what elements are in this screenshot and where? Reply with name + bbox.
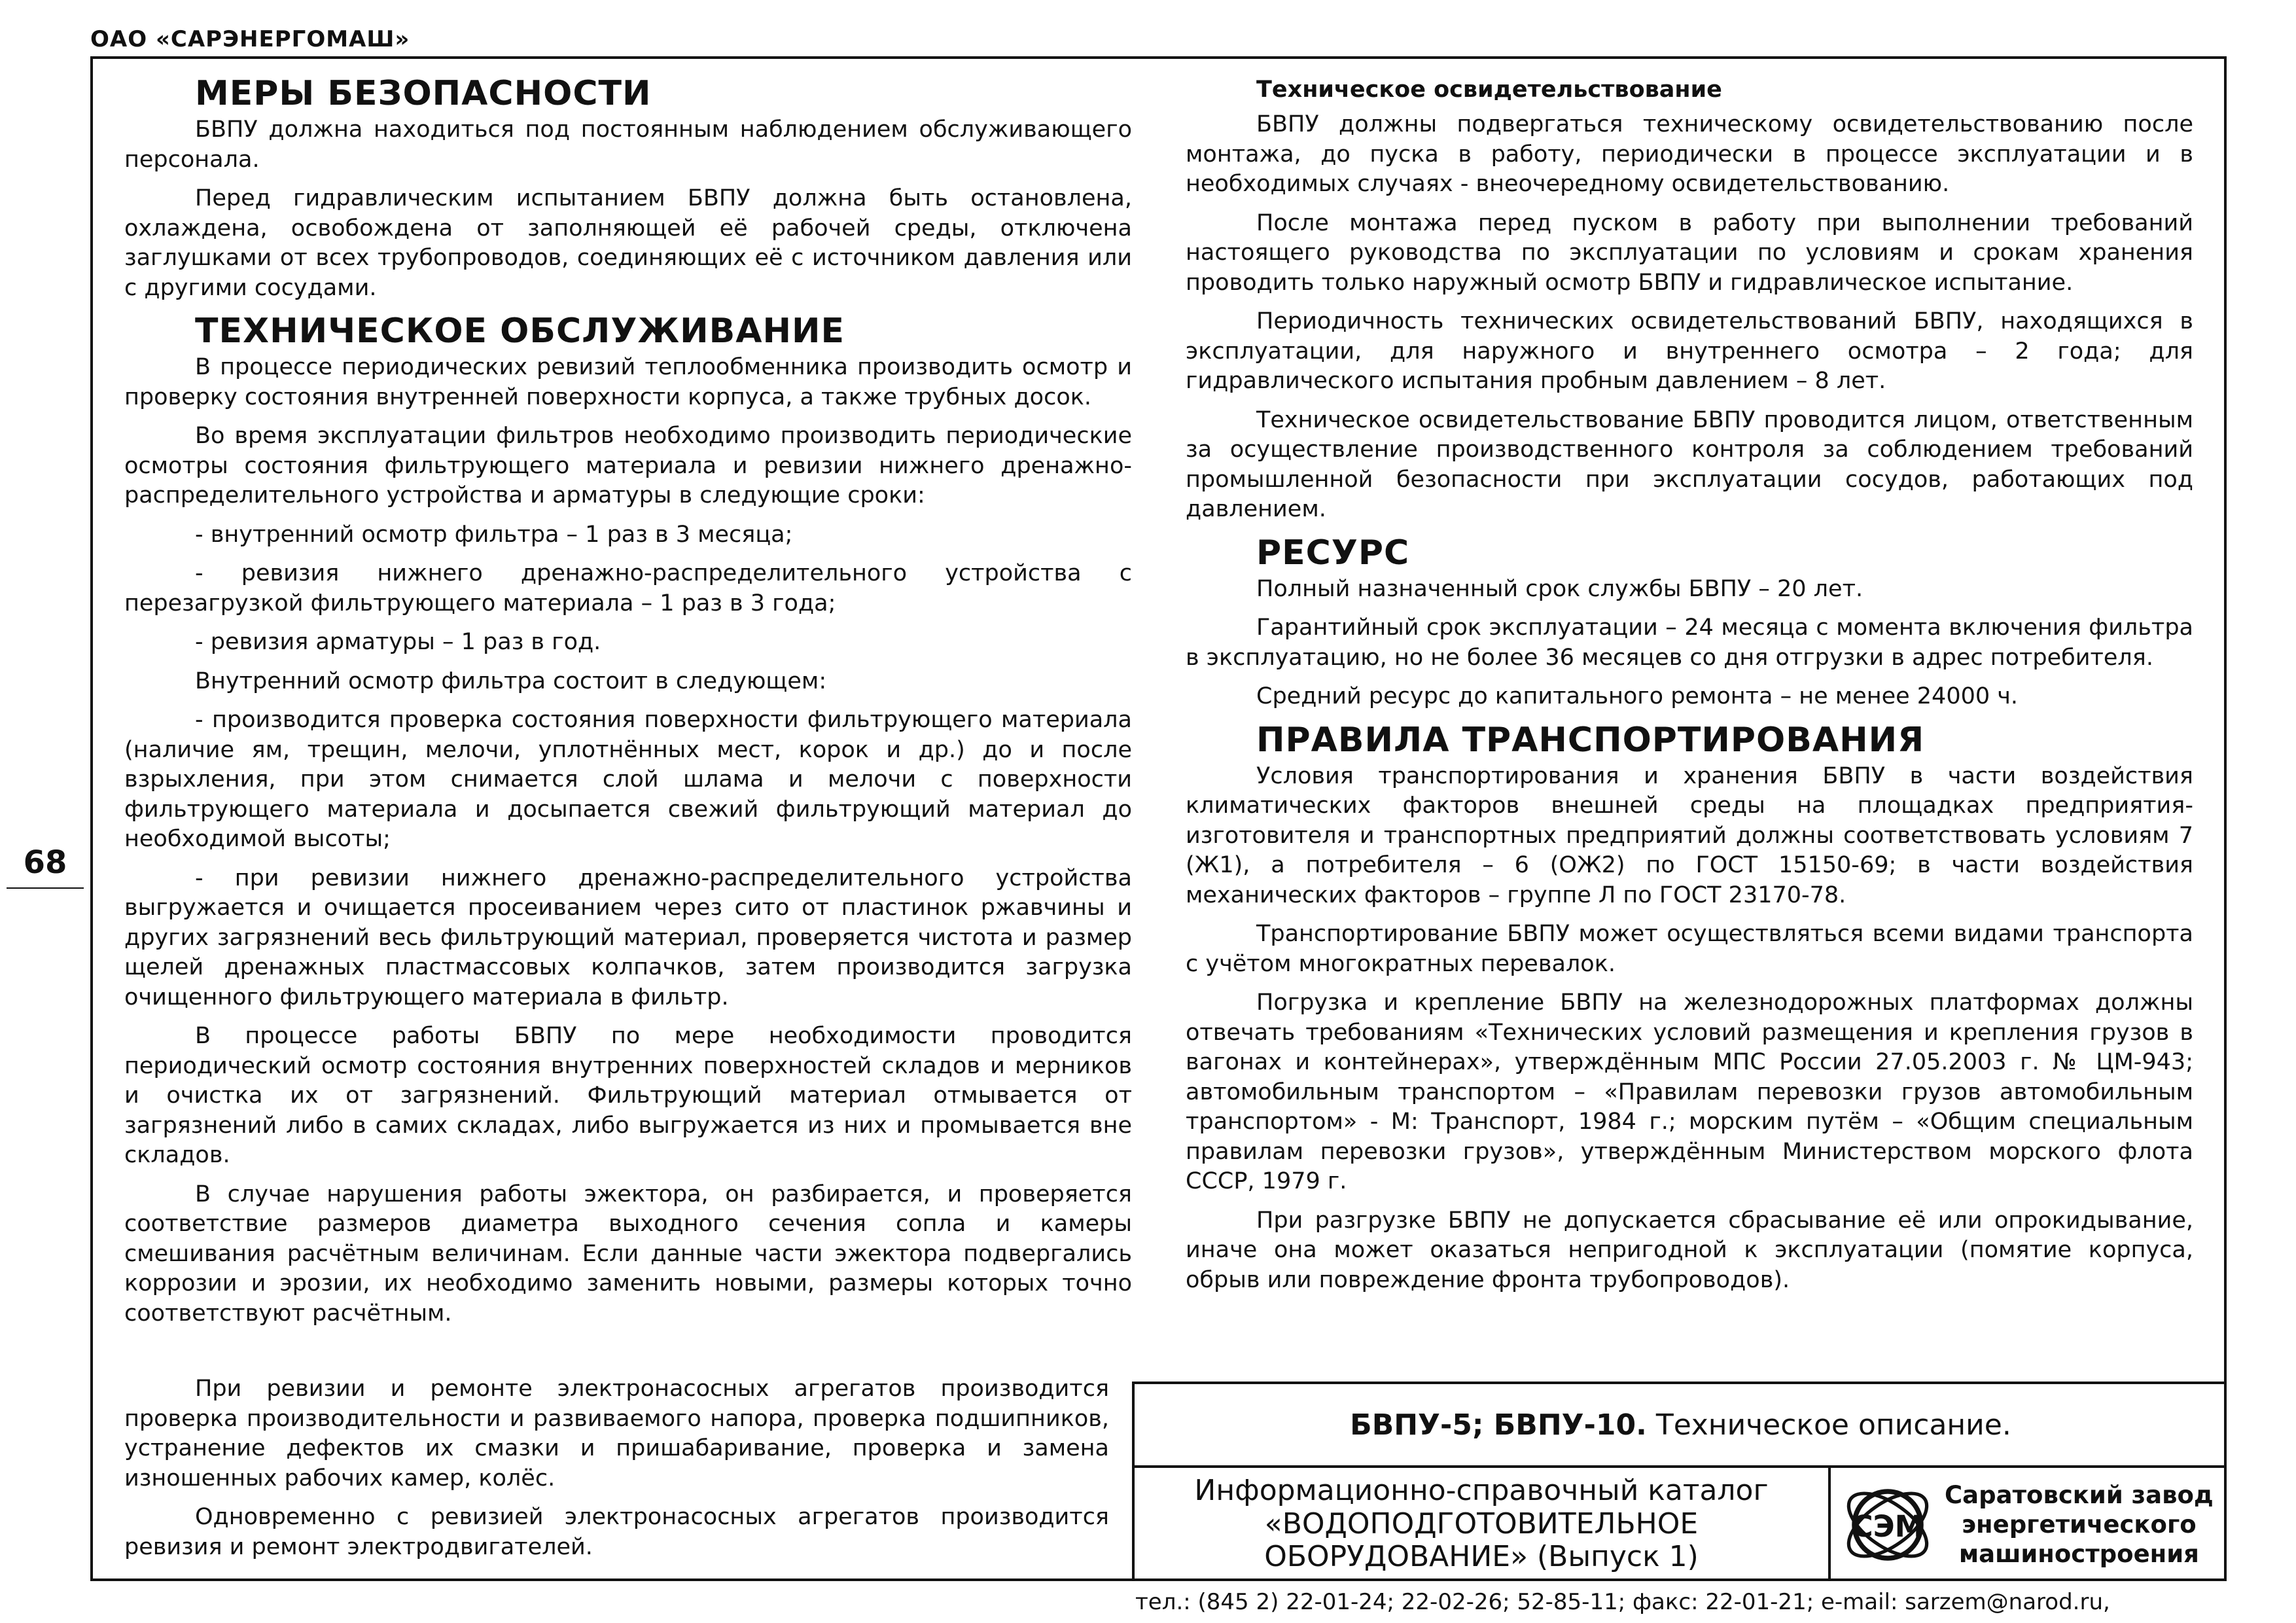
list-item: - производится проверка состояния поверхности фильтрующего материала (наличие ям, трещин, мелочи, уплотнённых мест, корок и др.) до и после взрыхления, при этом снимается слой шлама и мелочи с поверхности фильтрующего материала и досыпается свежий фильтрующий материал до необходимой высоты; xyxy=(124,707,1132,853)
left-column xyxy=(124,71,1132,1338)
paragraph: Во время эксплуатации фильтров необходимо производить периодические осмотры состояния фильтрующего материала и ревизии нижнего дренажно-распределительного устройства и арматуры в следующие сроки: xyxy=(124,423,1132,509)
paragraph: Техническое освидетельствование БВПУ проводится лицом, ответственным за осуществление производственного контроля за соблюдением требований промышленной безопасности при эксплуатации сосудов, работающих под давлением. xyxy=(1186,406,2193,522)
list-item: - ревизия арматуры – 1 раз в год. xyxy=(195,629,601,656)
catalog-line: ОБОРУДОВАНИЕ» (Выпуск 1) xyxy=(1264,1540,1699,1574)
heading-maintenance: ТЕХНИЧЕСКОЕ ОБСЛУЖИВАНИЕ xyxy=(195,312,845,351)
paragraph: Средний ресурс до капитального ремонта – не менее 24000 ч. xyxy=(1256,683,2019,710)
org-line: Саратовский завод xyxy=(1945,1480,2214,1509)
document-type: Техническое описание. xyxy=(1655,1408,2011,1442)
paragraph: Погрузка и крепление БВПУ на железнодорожных платформах должны отвечать требованиям «Технических условий размещения и крепления грузов в вагонах и контейнерах», утверждённым МПС России 27.05.2003 г. № ЦМ-943; автомобильным транспортом – «Правилам перевозки грузов автомобильным транспортом» - М: Транспорт, 1984 г.; морским путём – «Общим специальным правилам перевозки грузов», утверждённым Министерством морского флота СССР, 1979 г. xyxy=(1186,990,2193,1195)
org-line: машиностроения xyxy=(1958,1540,2199,1569)
heading-transport: ПРАВИЛА ТРАНСПОРТИРОВАНИЯ xyxy=(1256,720,1925,760)
title-block xyxy=(1132,1382,2227,1581)
org-line: энергетического xyxy=(1962,1510,2197,1539)
paragraph: При разгрузке БВПУ не допускается сбрасывание её или опрокидывание, иначе она может оказаться непригодной к эксплуатации (помятие корпуса, обрыв или повреждение фронта трубопроводов). xyxy=(1186,1207,2193,1293)
heading-resource: РЕСУРС xyxy=(1256,533,1410,573)
paragraph: БВПУ должна находиться под постоянным наблюдением обслуживающего персонала. xyxy=(124,116,1132,173)
document-title xyxy=(1135,1384,2227,1468)
paragraph: Одновременно с ревизией электронасосных агрегатов производится ревизия и ремонт электродвигателей. xyxy=(124,1504,1109,1560)
paragraph: Транспортирование БВПУ может осуществляться всеми видами транспорта с учётом многократных перевалок. xyxy=(1186,921,2193,977)
paragraph: В процессе работы БВПУ по мере необходимости проводится периодический осмотр состояния внутренних поверхностей складов и мерников и очистка их от загрязнений. Фильтрующий материал отмывается от загрязнений либо в самих складах, либо выгружается из них и промывается вне складов. xyxy=(124,1023,1132,1169)
paragraph: Внутренний осмотр фильтра состоит в следующем: xyxy=(195,668,827,694)
company-logo-icon xyxy=(1839,1476,1937,1574)
footer-contacts: тел.: (845 2) 22-01-24; 22-02-26; 52-85-11; факс: 22-01-21; e-mail: sarzem@narod.ru, xyxy=(1135,1589,2110,1615)
list-item: - ревизия нижнего дренажно-распределительного устройства с перезагрузкой фильтрующего материала – 1 раз в 3 года; xyxy=(124,560,1132,616)
right-column xyxy=(1186,71,2193,1304)
paragraph: Перед гидравлическим испытанием БВПУ должна быть остановлена, охлаждена, освобождена от заполняющей её рабочей среды, отключена заглушками от всех трубопроводов, соединяющих её с источником давления или с другими сосудами. xyxy=(124,185,1132,301)
product-name: БВПУ-5; БВПУ-10. xyxy=(1350,1408,1647,1442)
heading-safety: МЕРЫ БЕЗОПАСНОСТИ xyxy=(195,74,652,113)
list-item: - при ревизии нижнего дренажно-распределительного устройства выгружается и очищается просеиванием через сито от пластинок ржавчины и других загрязнений весь фильтрующий материал, проверяется чистота и размер щелей дренажных пластмассовых колпачков, затем производится загрузка очищенного фильтрующего материала в фильтр. xyxy=(124,865,1132,1010)
paragraph: Гарантийный срок эксплуатации – 24 месяца с момента включения фильтра в эксплуатацию, но не более 36 месяцев со дня отгрузки в адрес потребителя. xyxy=(1186,615,2193,671)
paragraph: Периодичность технических освидетельствований БВПУ, находящихся в эксплуатации, для наружного и внутреннего осмотра – 2 года; для гидравлического испытания пробным давлением – 8 лет. xyxy=(1186,308,2193,394)
catalog-line: «ВОДОПОДГОТОВИТЕЛЬНОЕ xyxy=(1264,1507,1699,1541)
heading-inspection: Техническое освидетельствование xyxy=(1256,77,1722,103)
organization-name xyxy=(1945,1480,2214,1569)
paragraph: При ревизии и ремонте электронасосных агрегатов производится проверка производительности и развиваемого напора, проверка подшипников, устранение дефектов их смазки и пришабаривание, проверка и замена изношенных рабочих камер, колёс. xyxy=(124,1376,1109,1491)
page-number: 68 xyxy=(7,844,84,889)
paragraph: БВПУ должны подвергаться техническому освидетельствованию после монтажа, до пуска в работу, периодически в процессе эксплуатации и в необходимых случаях - внеочередному освидетельствованию. xyxy=(1186,111,2193,197)
logo-letters: СЭМ xyxy=(1851,1508,1924,1544)
paragraph: В случае нарушения работы эжектора, он разбирается, и проверяется соответствие размеров диаметра выходного сечения сопла и камеры смешивания расчётным величинам. Если данные части эжектора подвергались коррозии и эрозии, их необходимо заменить новыми, размеры которых точно соответствуют расчётным. xyxy=(124,1181,1132,1327)
organization-cell xyxy=(1828,1468,2227,1581)
company-header: ОАО «САРЭНЕРГОМАШ» xyxy=(90,26,410,52)
catalog-name xyxy=(1135,1468,1828,1581)
catalog-line: Информационно-справочный каталог xyxy=(1194,1474,1769,1507)
paragraph: После монтажа перед пуском в работу при выполнении требований настоящего руководства по эксплуатации по условиям и срокам хранения проводить только наружный осмотр БВПУ и гидравлическое испытание. xyxy=(1186,209,2193,296)
paragraph: Условия транспортирования и хранения БВПУ в части воздействия климатических факторов внешней среды на площадках предприятия-изготовителя и транспортных предприятий должны соответствовать условиям 7 (Ж1), а потребителя – 6 (ОЖ2) по ГОСТ 15150-69; в части воздействия механических факторов – группе Л по ГОСТ 23170-78. xyxy=(1186,762,2193,908)
list-item: - внутренний осмотр фильтра – 1 раз в 3 месяца; xyxy=(195,521,793,548)
paragraph: Полный назначенный срок службы БВПУ – 20 лет. xyxy=(1256,575,1863,602)
paragraph: В процессе периодических ревизий теплообменника производить осмотр и проверку состояния внутренней поверхности корпуса, а также трубных досок. xyxy=(124,354,1132,410)
left-column-bottom xyxy=(124,1374,1109,1571)
